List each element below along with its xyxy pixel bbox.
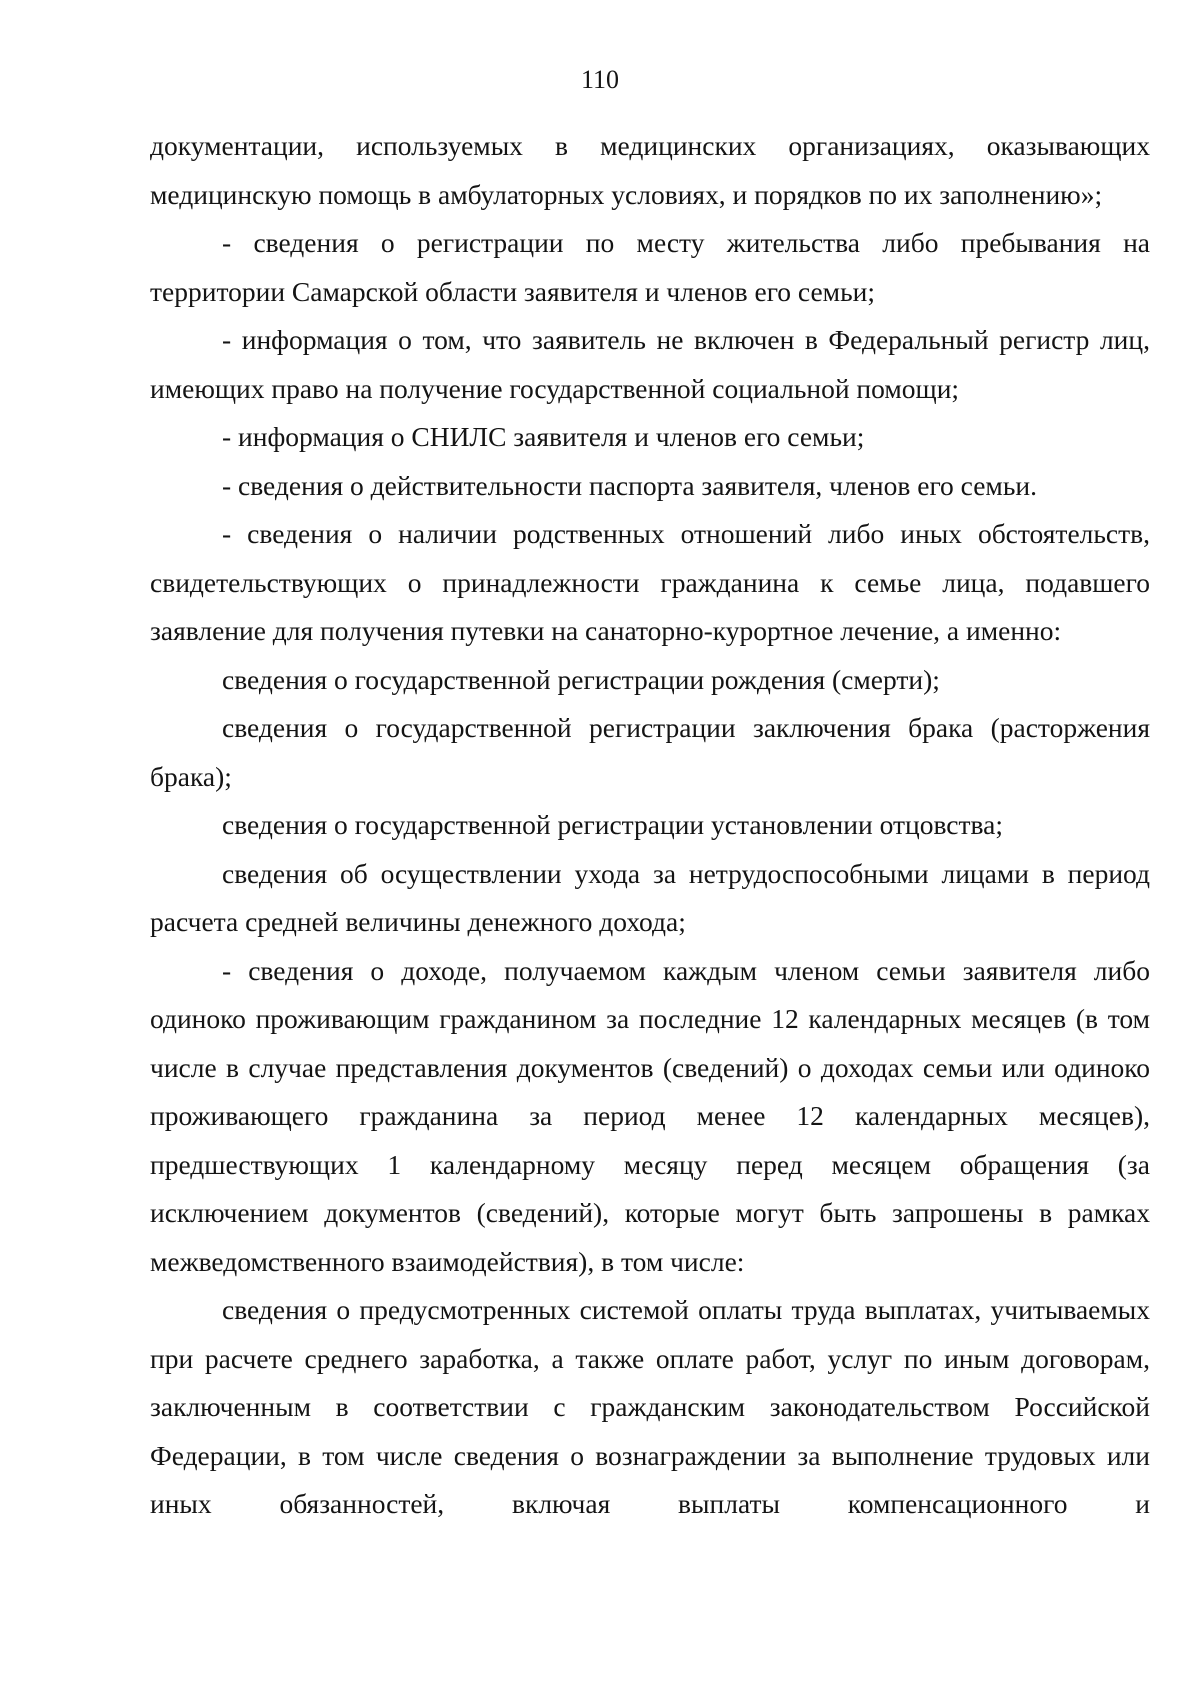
paragraph: документации, используемых в медицинских организациях, оказывающих медицинскую помощь в амбулаторных условиях, и порядков по их заполнению»; [150,130,1150,210]
paragraph: сведения об осуществлении ухода за нетрудоспособными лицами в период расчета средней величины денежного дохода; [150,857,1150,937]
paragraph: сведения о предусмотренных системой оплаты труда выплатах, учитываемых при расчете среднего заработка, а также оплате работ, услуг по иным договорам, заключенным в соответствии с гражданским законодательством Российской Федерации, в том числе сведения о вознаграждении за выполнение трудовых или иных обязанностей, включая выплаты компенсационного и [150,1294,1150,1519]
page-number: 110 [580,65,620,94]
paragraph: сведения о государственной регистрации заключения брака (расторжения брака); [150,712,1150,792]
paragraph: - сведения о доходе, получаемом каждым членом семьи заявителя либо одиноко проживающим гражданином за последние 12 календарных месяцев (в том числе в случае представления документов (сведений) о доходах семьи или одиноко проживающего гражданина за период менее 12 календарных месяцев), предшествующих 1 календарному месяцу перед месяцем обращения (за исключением документов (сведений), которые могут быть запрошены в рамках межведомственного взаимодействия), в том числе: [150,954,1150,1277]
paragraph: - сведения о регистрации по месту жительства либо пребывания на территории Самарской области заявителя и членов его семьи; [150,227,1150,307]
paragraph: - сведения о действительности паспорта заявителя, членов его семьи. [222,469,1037,501]
paragraph: - информация о СНИЛС заявителя и членов его семьи; [222,421,865,452]
paragraph: - информация о том, что заявитель не включен в Федеральный регистр лиц, имеющих право на получение государственной социальной помощи; [150,324,1150,404]
paragraph: сведения о государственной регистрации установлении отцовства; [222,809,1003,840]
paragraph: сведения о государственной регистрации рождения (смерти); [222,663,940,695]
paragraph: - сведения о наличии родственных отношений либо иных обстоятельств, свидетельствующих о принадлежности гражданина к семье лица, подавшего заявление для получения путевки на санаторно-курортное лечение, а именно: [150,518,1150,646]
body-text [150,122,1150,1529]
